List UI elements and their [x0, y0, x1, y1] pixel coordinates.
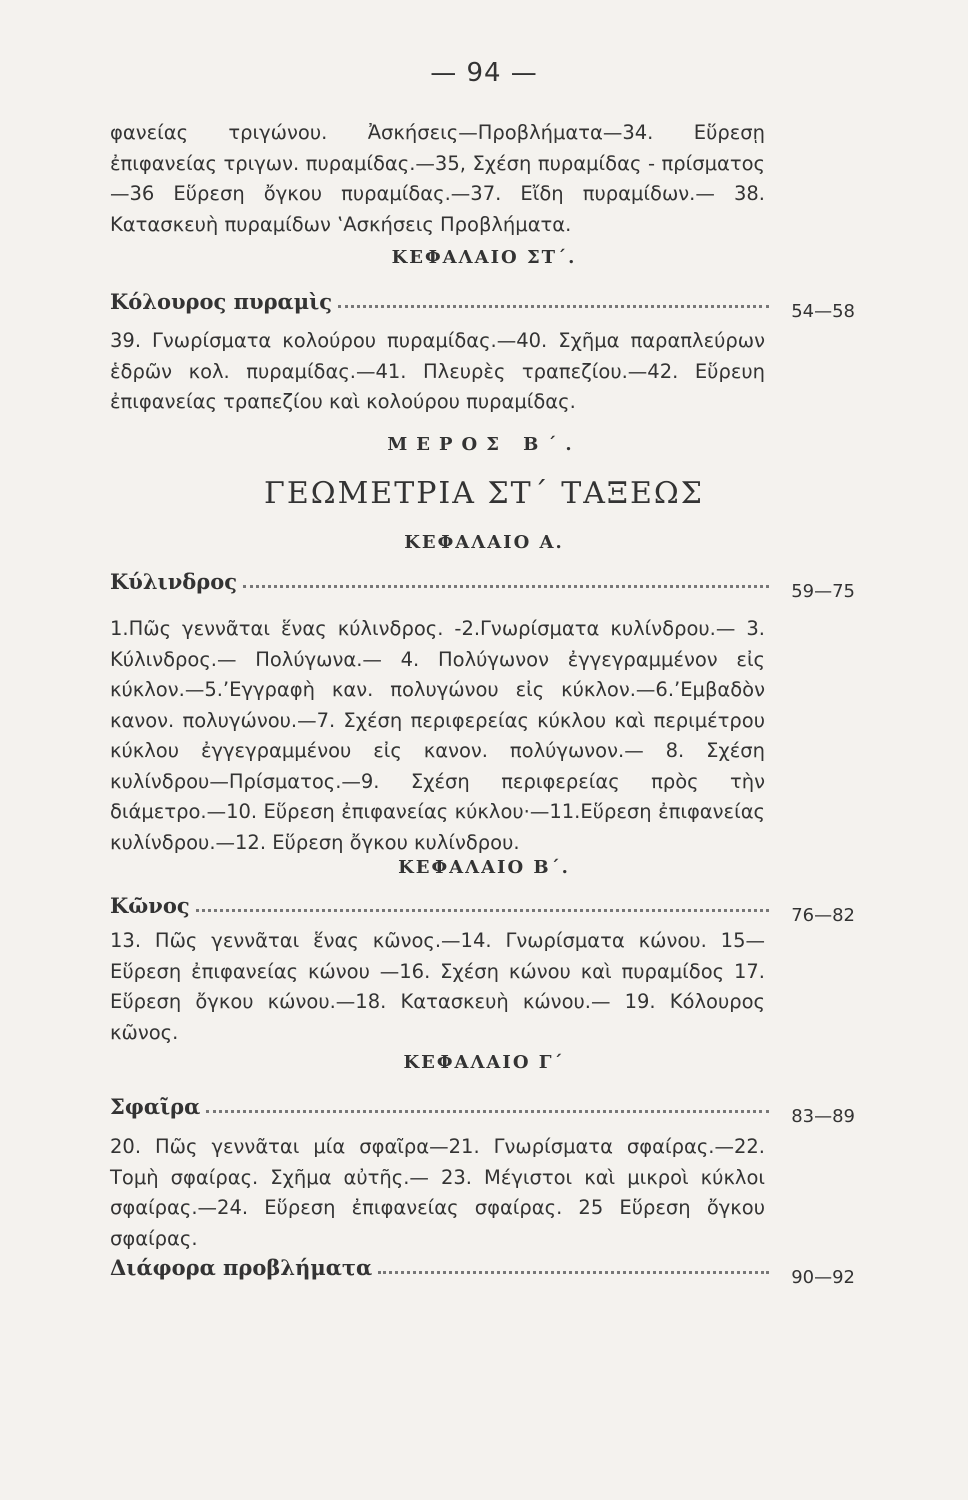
toc-paragraph-sfaira: 20. Πῶς γεννᾶται μία σφαῖρα—21. Γνωρίσματα σφαίρας.—22. Τομὴ σφαίρας. Σχῆμα αὐτῆς.— 23. Μέγιστοι καὶ μικροὶ κύκλοι σφαίρας.—24. Εὕρεση ἐπιφανείας σφαίρας. 25 Εὕρεση ὄγκου σφαίρας.: [110, 1135, 765, 1250]
toc-paragraph-konos: 13. Πῶς γεννᾶται ἕνας κῶνος.—14. Γνωρίσματα κώνου. 15— Εὕρεση ἐπιφανείας κώνου —16. Σχέση κώνου καὶ πυραμίδος 17. Εὕρεση ὄγκου κώνου.—18. Κατασκευὴ κώνου.— 19. Κόλουρος κῶνος.: [110, 929, 765, 1044]
toc-entry-label: Σφαῖρα: [110, 1094, 201, 1119]
toc-entry-kylindros: [110, 562, 855, 602]
toc-paragraph-kylindros: 1.Πῶς γεννᾶται ἕνας κύλινδρος. -2.Γνωρίσματα κυλίνδρου.— 3. Κύλινδρος.— Πολύγωνα.— 4. Πολύγωνον ἐγγεγραμμένον εἰς κύκλον.—5.’Εγγραφὴ καν. πολυγώνου εἰς κύκλον.—6.’Εμβαδὸν κανον. πολυγώνου.—7. Σχέση περιφερείας κύκλου καὶ περιμέτρου κύκλου ἐγγεγραμμένου εἰς κανον. πολύγωνον.— 8. Σχέση κυλίνδρου—Πρίσματος.—9. Σχέση περιφερείας πρὸς τὴν διάμετρο.—10. Εὕρεση ἐπιφανείας κύκλου·—11.Εὕρεση ἐπιφανείας κυλίνδρου.—12. Εὕρεση ὄγκου κυλίνδρου.: [110, 617, 765, 854]
chapter-heading-b: ΚΕΦΑΛΑΙΟ Β΄.: [398, 857, 570, 878]
toc-entry-pages: 90—92: [791, 1267, 855, 1288]
toc-entry-pages: 59—75: [791, 581, 855, 602]
toc-entry-pages: 83—89: [791, 1106, 855, 1127]
toc-entry-koloyros: [110, 282, 855, 322]
page-number: — 94 —: [430, 58, 538, 88]
toc-entry-pages: 76—82: [791, 905, 855, 926]
leader-dots: [196, 909, 769, 912]
leader-dots: [378, 1271, 769, 1274]
toc-entry-pages: 54—58: [791, 301, 855, 322]
chapter-heading-g: ΚΕΦΑΛΑΙΟ Γ΄: [403, 1052, 565, 1073]
toc-entry-konos: [110, 886, 855, 926]
chapter-heading-st: ΚΕΦΑΛΑΙΟ ΣΤ΄.: [391, 247, 577, 268]
toc-entry-sfaira: [110, 1087, 855, 1127]
toc-paragraph-koloyros: 39. Γνωρίσματα κολούρου πυραμίδας.—40. Σχῆμα παραπλεύρων ἑδρῶν κολ. πυραμίδας.—41. Πλευρὲς τραπεζίου.—42. Εὕρευη ἐπιφανείας τραπεζίου καὶ κολούρου πυραμίδας.: [110, 329, 765, 413]
chapter-heading-a: ΚΕΦΑΛΑΙΟ Α.: [404, 532, 564, 553]
toc-entry-label: Κόλουρος πυραμὶς: [110, 289, 333, 314]
toc-entry-label: Κῶνος: [110, 893, 190, 918]
toc-paragraph-pyramid: φανείας τριγώνου. Ἀσκήσεις—Προβλήματα—34. Εὕρεσῃ ἐπιφανείας τριγων. πυραμίδας.—35, Σχέση πυραμίδας - πρίσματος—36 Εὕρεση ὄγκου πυραμίδας.—37. Εἴδη πυραμίδων.— 38. Κατασκευὴ πυραμίδων ‛Ασκήσεις Προβλήματα.: [110, 121, 765, 236]
part-heading: ΜΕΡΟΣ Β΄.: [387, 434, 581, 455]
leader-dots: [243, 585, 769, 588]
leader-dots: [206, 1110, 769, 1113]
toc-entry-label: Διάφορα προβλήματα: [110, 1255, 373, 1280]
section-title: ΓΕΩΜΕΤΡΙΑ ΣΤ΄ ΤΑΞΕΩΣ: [264, 476, 704, 511]
toc-entry-diafora: [110, 1248, 855, 1288]
toc-entry-label: Κύλινδρος: [110, 569, 238, 594]
leader-dots: [338, 305, 769, 308]
